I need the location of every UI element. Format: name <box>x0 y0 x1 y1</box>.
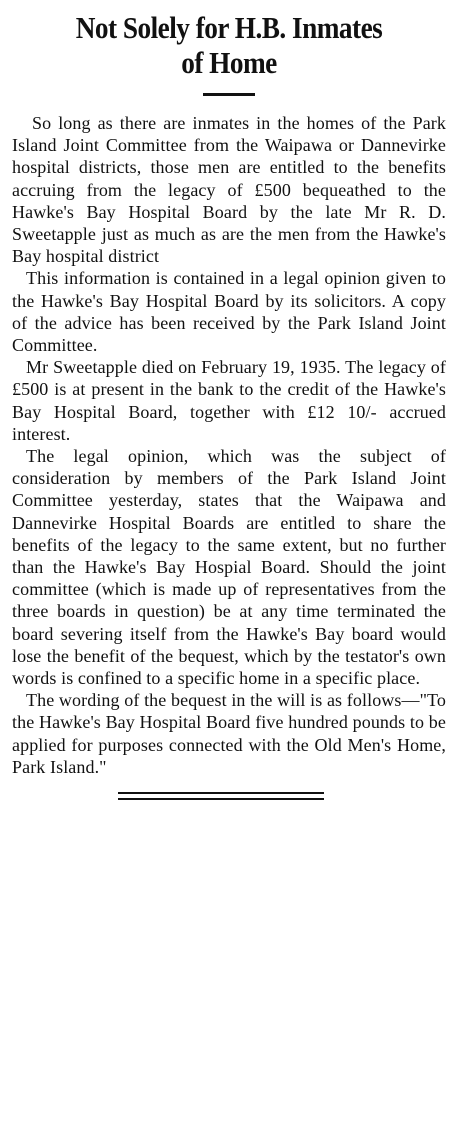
headline <box>38 10 420 80</box>
end-of-article-rule <box>118 792 324 804</box>
article-body <box>12 112 446 778</box>
paragraph-1: So long as there are inmates in the homes of the Park Island Joint Committee from the Waipawa or Dannevirke hospital districts, those men are entitled to the benefits accruing from the legacy of £500 bequeathed to the Hawke's Bay Hospital Board by the late Mr R. D. Sweetapple just as much as are the men from the Hawke's Bay hospital district <box>12 113 446 267</box>
end-rule-top <box>118 792 324 794</box>
paragraph-2: This information is contained in a legal opinion given to the Hawke's Bay Hospital Board by its solicitors. A copy of the advice has been received by the Park Island Joint Committee. <box>12 268 446 356</box>
end-rule-bottom <box>118 798 324 800</box>
paragraph-4: The legal opinion, which was the subject of consideration by members of the Park Island Joint Committee yesterday, states that the Waipawa and Dannevirke Hospital Boards are entitled to share the benefits of the legacy to the same extent, but no further than the Hawke's Bay Hospial Board. Should the joint committee (which is made up of representatives from the three boards in question) be at any time terminated the board severing itself from the Hawke's Bay board would lose the benefit of the bequest, which by the testator's own words is confined to a specific home in a specific place. <box>12 446 446 689</box>
paragraph-5: The wording of the bequest in the will is as follows—"To the Hawke's Bay Hospital Board five hundred pounds to be applied for purposes connected with the Old Men's Home, Park Island." <box>12 690 446 777</box>
headline-line-2: of Home <box>181 45 277 80</box>
headline-divider <box>203 93 255 96</box>
headline-line-1: Not Solely for H.B. Inmates <box>75 10 383 45</box>
paragraph-3: Mr Sweetapple died on February 19, 1935. The legacy of £500 is at present in the bank to the credit of the Hawke's Bay Hospital Board, together with £12 10/- accrued interest. <box>12 357 446 444</box>
